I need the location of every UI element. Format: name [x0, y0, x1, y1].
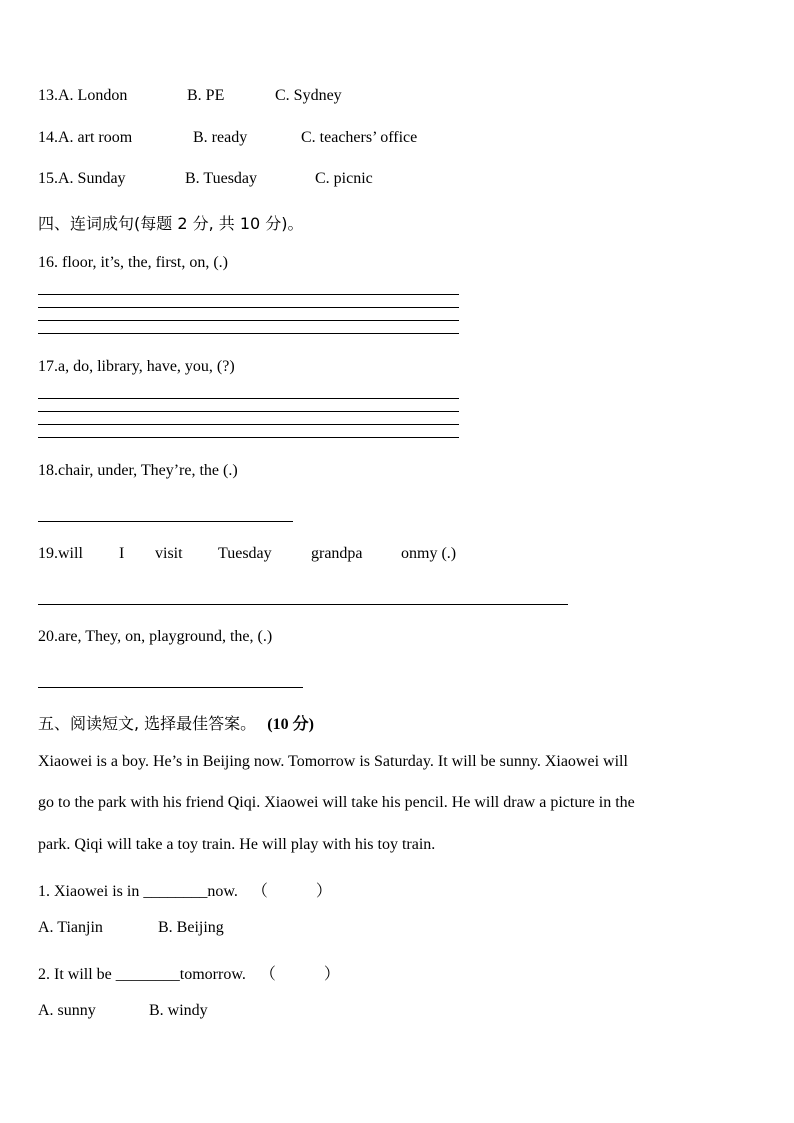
word: Tuesday: [218, 545, 272, 562]
option-b: B. ready: [193, 129, 248, 146]
question-16: [38, 254, 228, 272]
question-number: 18.: [38, 462, 58, 479]
answer-line: [38, 333, 459, 334]
answer-parentheses: （ ）: [251, 883, 332, 900]
option-c: C. Sydney: [275, 87, 342, 104]
passage-line-3: park. Qiqi will take a toy train. He will play with his toy train.: [38, 836, 436, 853]
question-words: a, do, library, have, you, (?): [58, 358, 235, 375]
question-number: 13.: [38, 87, 58, 104]
reading-question-2: [38, 961, 340, 984]
question-number: 20.: [38, 628, 58, 645]
option-c: C. picnic: [315, 170, 373, 187]
question-text: 2. It will be ________tomorrow.: [38, 966, 246, 983]
question-number: 19.: [38, 545, 58, 562]
question-20: [38, 628, 272, 646]
answer-line: [38, 411, 459, 412]
answer-parentheses: （ ）: [259, 966, 340, 983]
option-b: B. windy: [149, 1002, 208, 1019]
option-a: A. sunny: [38, 1002, 96, 1019]
question-number: 17.: [38, 358, 58, 375]
answer-line: [38, 307, 459, 308]
option-b: B. PE: [187, 87, 225, 104]
passage-line-2: go to the park with his friend Qiqi. Xiaowei will take his pencil. He will draw a picture in the: [38, 794, 635, 811]
question-words: are, They, on, playground, the, (.): [58, 628, 273, 645]
option-a: A. art room: [58, 129, 133, 146]
answer-line: [38, 437, 459, 438]
question-number: 15.: [38, 170, 58, 187]
question-text: 1. Xiaowei is in ________now.: [38, 883, 238, 900]
section-5-title: 五、阅读短文, 选择最佳答案。: [38, 714, 257, 733]
reading-question-1: [38, 878, 332, 901]
word: I: [119, 545, 125, 562]
question-number: 14.: [38, 129, 58, 146]
option-a: A. Sunday: [58, 170, 126, 187]
answer-line: [38, 424, 459, 425]
option-c: C. teachers’ office: [301, 129, 418, 146]
option-b: B. Tuesday: [185, 170, 258, 187]
answer-line: [38, 521, 293, 522]
question-number: 16.: [38, 254, 58, 271]
question-18: [38, 462, 238, 480]
word: grandpa: [311, 545, 363, 562]
question-17: [38, 358, 235, 376]
passage-line-1: Xiaowei is a boy. He’s in Beijing now. Tomorrow is Saturday. It will be sunny. Xiaowei will: [38, 753, 628, 770]
answer-line: [38, 604, 568, 605]
question-words: chair, under, They’re, the (.): [58, 462, 238, 479]
question-words: floor, it’s, the, first, on, (.): [58, 254, 228, 271]
option-b: B. Beijing: [158, 919, 224, 936]
option-a: A. Tianjin: [38, 919, 103, 936]
answer-line: [38, 687, 303, 688]
option-a: A. London: [58, 87, 128, 104]
section-5-heading: [38, 711, 314, 734]
word: onmy (.): [401, 545, 457, 562]
answer-line: [38, 398, 459, 399]
section-5-score: (10 分): [267, 716, 314, 733]
answer-line: [38, 320, 459, 321]
word: will: [58, 545, 83, 562]
section-4-heading: 四、连词成句(每题 2 分, 共 10 分)。: [38, 214, 304, 233]
word: visit: [155, 545, 183, 562]
answer-line: [38, 294, 459, 295]
